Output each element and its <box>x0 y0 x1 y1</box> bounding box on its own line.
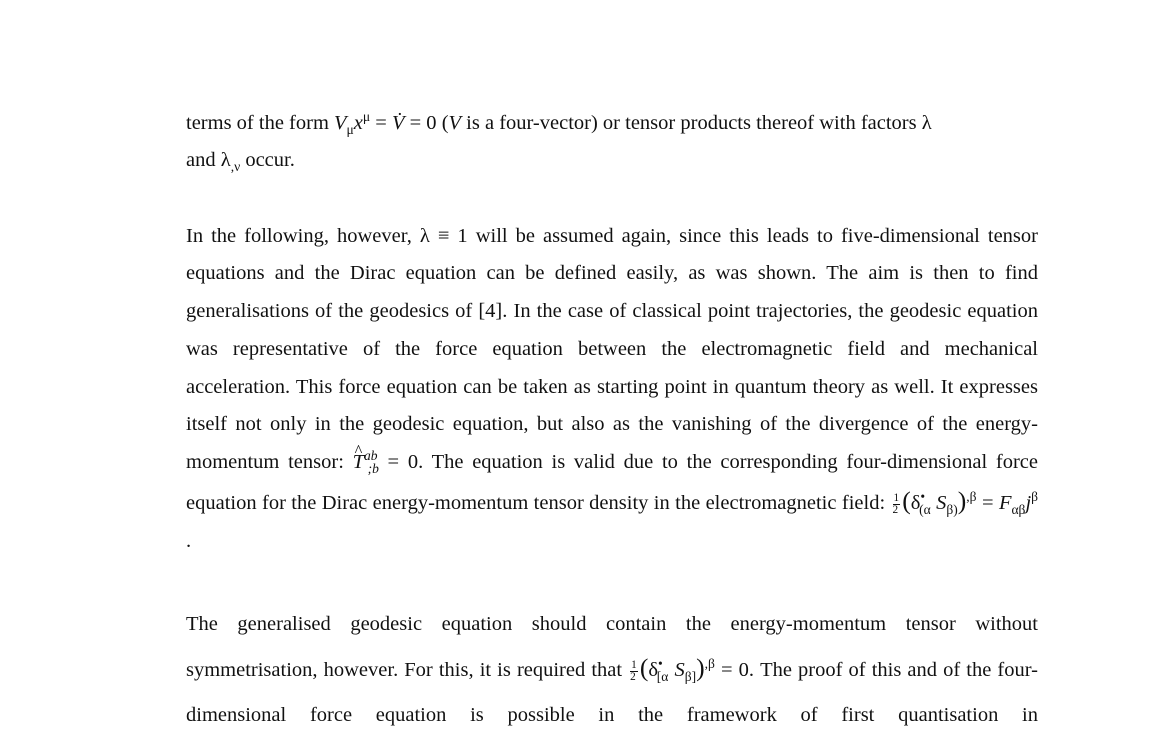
math-sup: ,β <box>966 489 977 505</box>
math-op: = 0 <box>404 111 437 134</box>
fraction <box>630 660 638 684</box>
math-sup: • <box>658 656 663 672</box>
text: will be assumed again, since this leads to five-dimensional tensor equations and the Dirac equation can be defined easily, as was shown. The aim is then to find generalisations of the geodesics of [4]. In the case of classical point trajectories, the geodesic equation was representative of the force equation between the electromagnetic field and mechanical acceleration. This force equation can be taken as starting point in quantum theory as well. It expresses itself not only in the geodesic equation, but also as the vanishing of the divergence of the energy-momentum tensor: <box>186 224 1038 474</box>
math-sup: β <box>1031 489 1039 505</box>
math-op: = <box>976 492 999 515</box>
fraction-denominator: 2 <box>892 503 899 516</box>
math-var: F <box>998 492 1012 515</box>
paragraph-terms <box>186 105 1038 181</box>
math-expression <box>628 653 749 685</box>
math-sup: μ <box>362 108 371 124</box>
math-expression <box>352 448 419 477</box>
math-var: V <box>334 111 347 134</box>
math-expression: λ ≡ 1 <box>419 224 468 247</box>
math-var: S <box>936 492 947 515</box>
text: . The equation is valid due to the corresponding four-dimensional force equation for the Dirac energy-momentum tensor density in the electromagnetic field: <box>186 451 1039 515</box>
text: is a four-vector) or tensor products thereof with factors λ <box>461 111 932 134</box>
math-expression <box>220 149 241 175</box>
fraction-denominator: 2 <box>630 671 636 684</box>
math-sub: β) <box>946 502 958 518</box>
math-sup: • <box>920 489 926 505</box>
text: occur. <box>240 149 295 172</box>
math-sub: β] <box>684 669 697 685</box>
text: In the following, however, <box>186 224 420 247</box>
math-sup: ,β <box>704 656 715 672</box>
paragraph-generalised <box>186 602 1038 738</box>
text: ( <box>436 111 449 134</box>
math-sub: μ <box>346 121 354 137</box>
math-var: V <box>448 111 462 134</box>
math-var: ^ T <box>353 444 364 482</box>
text: The generalised geodesic equation should contain the energy-momentum tensor without symmetrisation, however. For this, it is required that <box>186 612 1038 682</box>
math-paren: ) <box>957 486 967 516</box>
math-paren: ( <box>639 653 649 683</box>
text: terms of the form <box>186 111 335 134</box>
math-sub: (α <box>919 502 931 518</box>
math-sup: ab <box>364 448 378 464</box>
math-sub: ;b <box>367 461 379 477</box>
math-var: S <box>674 659 685 682</box>
math-op: = <box>370 111 392 134</box>
fraction-numerator: 1 <box>893 491 900 504</box>
math-sub: [α <box>656 669 669 685</box>
fraction <box>893 493 901 517</box>
text: and <box>186 149 221 172</box>
math-op: = 0 <box>714 659 749 682</box>
text: . The proof of this and of the four-dimensional force equation is possible in the framework of first quantisation in <box>186 659 1038 727</box>
math-var: j <box>1025 492 1032 515</box>
paragraph-following <box>186 218 1038 561</box>
fraction-numerator: 1 <box>631 658 637 671</box>
math-var: λ <box>220 149 231 172</box>
math-var: V̇ <box>391 111 405 134</box>
math-op: = 0 <box>378 451 419 474</box>
math-paren: ( <box>902 486 911 516</box>
text: . <box>186 529 192 552</box>
math-var: δ <box>648 659 659 682</box>
math-expression <box>334 108 437 137</box>
math-expression <box>891 486 1039 518</box>
math-var: δ <box>910 492 921 515</box>
math-paren: ) <box>696 653 705 683</box>
math-sub: ,ν <box>230 159 241 175</box>
math-var: x <box>353 111 363 134</box>
math-sub: αβ <box>1011 502 1026 518</box>
